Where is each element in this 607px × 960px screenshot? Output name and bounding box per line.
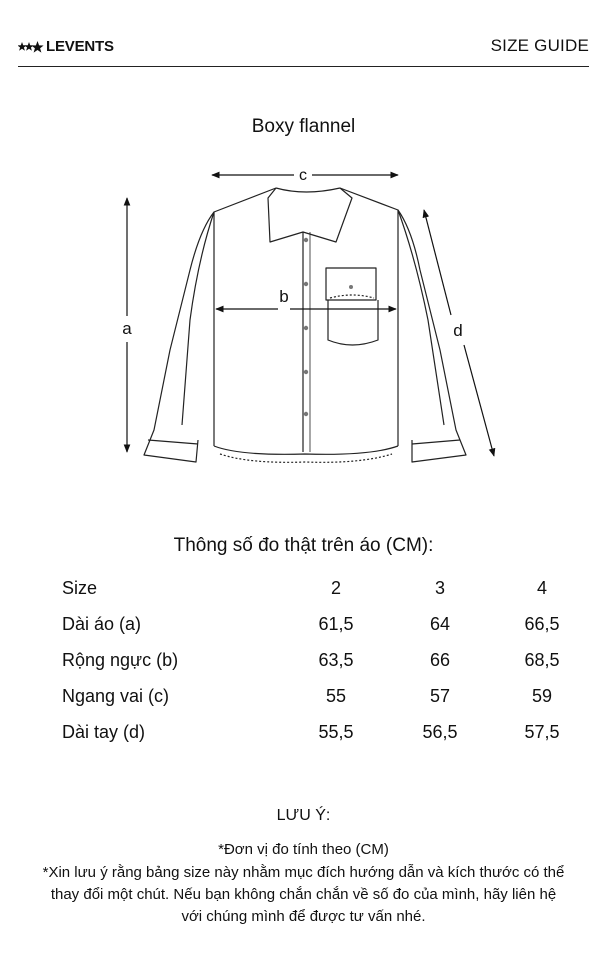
table-header-label: Size bbox=[62, 578, 98, 598]
table-row bbox=[62, 642, 582, 678]
page-header bbox=[18, 28, 589, 67]
shirt-outline bbox=[144, 188, 466, 462]
measure-d-arrow bbox=[424, 210, 451, 315]
table-row bbox=[62, 714, 582, 750]
size-header: 2 bbox=[330, 578, 341, 598]
row-label: Dài tay (d) bbox=[62, 722, 146, 742]
cell-value: 66 bbox=[429, 650, 451, 670]
brand-name: LEVENTS bbox=[46, 38, 114, 55]
cell-value: 55 bbox=[325, 686, 347, 706]
label-a: a bbox=[122, 319, 132, 338]
label-c: c bbox=[299, 167, 307, 184]
table-header-row bbox=[62, 570, 582, 606]
table-row bbox=[62, 606, 582, 642]
cell-value: 66,5 bbox=[524, 614, 560, 634]
row-label: Ngang vai (c) bbox=[62, 686, 170, 706]
label-d: d bbox=[453, 321, 463, 340]
stars-icon bbox=[18, 41, 44, 53]
cell-value: 64 bbox=[429, 614, 451, 634]
notes-title: LƯU Ý: bbox=[276, 807, 331, 824]
notes-body: *Xin lưu ý rằng bảng size này nhằm mục đích hướng dẫn và kích thước có thể thay đổi một chút. Nếu bạn không chắn chắn về số đo của mình, hãy liên hệ với chúng mình để được tư vấn nhé. bbox=[42, 864, 565, 925]
table-row bbox=[62, 678, 582, 714]
shirt-diagram bbox=[0, 150, 607, 480]
row-label: Dài áo (a) bbox=[62, 614, 142, 634]
cell-value: 61,5 bbox=[318, 614, 354, 634]
table-title: Thông số đo thật trên áo (CM): bbox=[173, 535, 434, 556]
cell-value: 57,5 bbox=[524, 722, 560, 742]
size-header: 3 bbox=[434, 578, 445, 598]
brand-logo bbox=[18, 38, 114, 56]
size-guide-label: SIZE GUIDE bbox=[490, 36, 589, 55]
cell-value: 56,5 bbox=[422, 722, 458, 742]
cell-value: 68,5 bbox=[524, 650, 560, 670]
cell-value: 57 bbox=[429, 686, 451, 706]
cell-value: 63,5 bbox=[318, 650, 354, 670]
cell-value: 59 bbox=[531, 686, 553, 706]
size-header: 4 bbox=[536, 578, 547, 598]
cell-value: 55,5 bbox=[318, 722, 354, 742]
label-b: b bbox=[279, 287, 289, 306]
size-table bbox=[62, 570, 582, 750]
product-title: Boxy flannel bbox=[251, 116, 356, 137]
notes-unit: *Đơn vị đo tính theo (CM) bbox=[218, 841, 389, 858]
row-label: Rộng ngực (b) bbox=[62, 650, 179, 670]
